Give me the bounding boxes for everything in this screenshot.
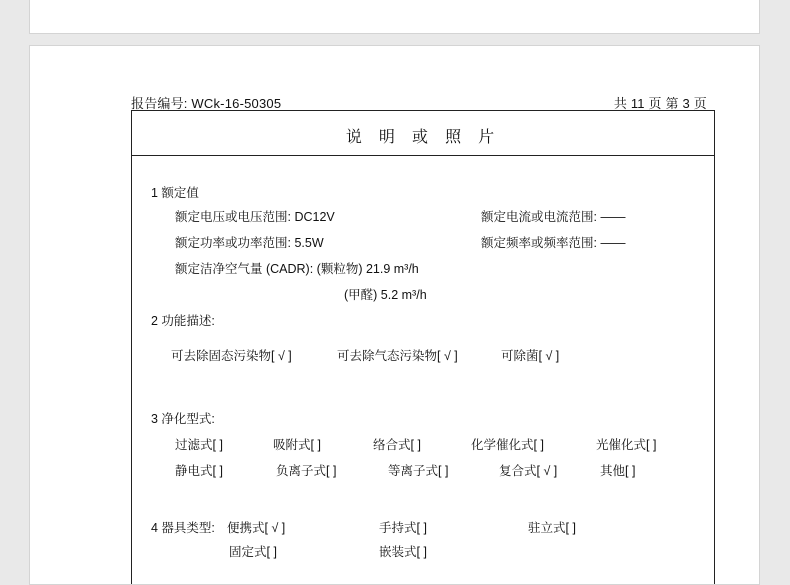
purification-option: 等离子式[ ]: [388, 464, 449, 478]
rated-frequency: 额定频率或频率范围: ——: [481, 236, 626, 250]
content-frame: [131, 110, 715, 585]
purification-option: 化学催化式[ ]: [471, 438, 544, 452]
cadr-particles: 额定洁净空气量 (CADR): (颗粒物) 21.9 m³/h: [175, 262, 419, 276]
device-option: 固定式[ ]: [229, 545, 277, 559]
function-item: 可除菌[ √ ]: [501, 349, 560, 363]
purification-heading: 3 净化型式:: [151, 412, 215, 426]
rated-voltage: 额定电压或电压范围: DC12V: [175, 210, 335, 224]
purification-option: 静电式[ ]: [175, 464, 223, 478]
device-heading: 4 器具类型:: [151, 521, 215, 535]
page-count: 共 11 页 第 3 页: [613, 96, 707, 111]
rated-current: 额定电流或电流范围: ——: [481, 210, 626, 224]
cadr-formaldehyde: (甲醛) 5.2 m³/h: [344, 288, 427, 302]
purification-option: 过滤式[ ]: [175, 438, 223, 452]
rated-power: 额定功率或功率范围: 5.5W: [175, 236, 324, 250]
purification-option: 光催化式[ ]: [596, 438, 657, 452]
function-item: 可去除气态污染物[ √ ]: [337, 349, 458, 363]
device-option: 便携式[ √ ]: [227, 521, 286, 535]
previous-page: [29, 0, 760, 34]
function-heading: 2 功能描述:: [151, 314, 215, 328]
section-title: 说 明 或 照 片: [345, 127, 501, 146]
rated-heading: 1 额定值: [151, 186, 199, 200]
purification-option: 吸附式[ ]: [273, 438, 321, 452]
purification-option: 负离子式[ ]: [276, 464, 337, 478]
device-option: 驻立式[ ]: [528, 521, 576, 535]
title-row: [132, 111, 714, 156]
document-page: [29, 45, 760, 585]
report-number: 报告编号: WCk-16-50305: [131, 96, 282, 111]
function-item: 可去除固态污染物[ √ ]: [171, 349, 292, 363]
purification-option: 复合式[ √ ]: [499, 464, 558, 478]
device-option: 嵌装式[ ]: [379, 545, 427, 559]
device-option: 手持式[ ]: [379, 521, 427, 535]
purification-option: 络合式[ ]: [373, 438, 421, 452]
purification-option: 其他[ ]: [600, 464, 636, 478]
